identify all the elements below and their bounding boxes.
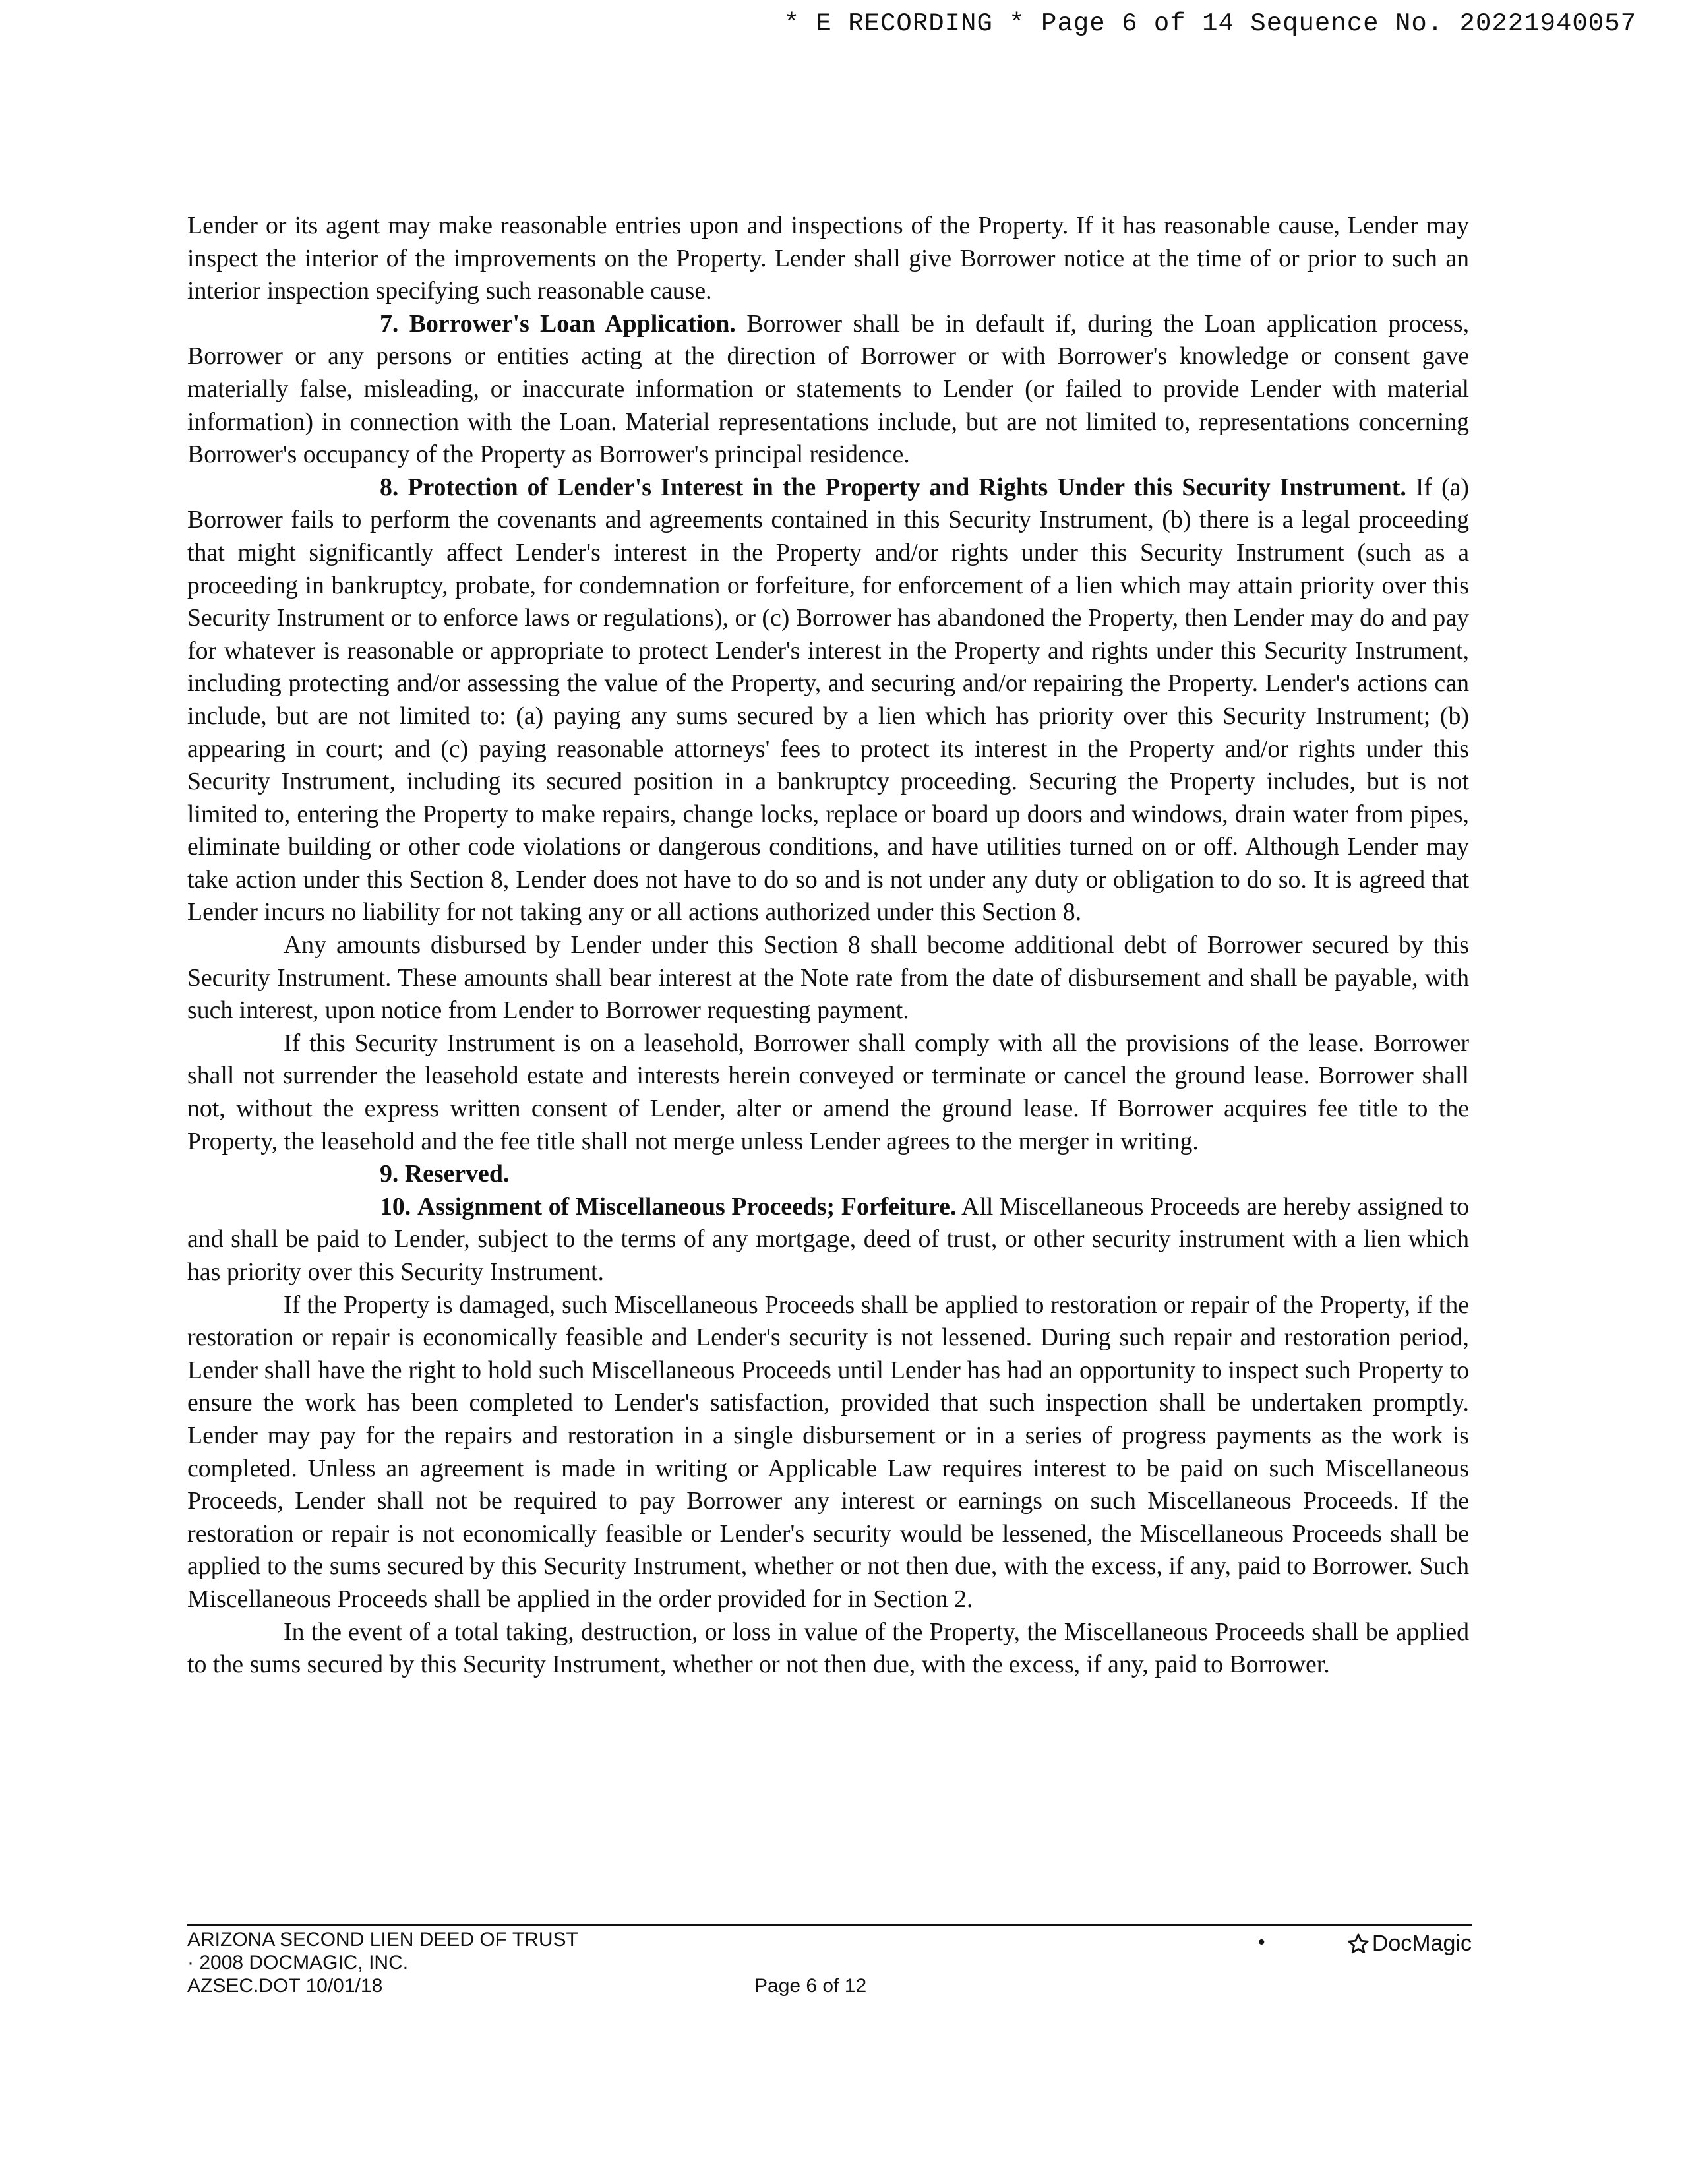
- section-8-title: Protection of Lender's Interest in the Property and Rights Under this Security Instrument.: [407, 473, 1406, 501]
- paragraph-section-10-total-taking: In the event of a total taking, destruction, or loss in value of the Property, the Miscellaneous Proceeds shall be applied to the sums secured by this Security Instrument, whether or not then due, with the excess, if any, paid to Borrower.: [187, 1618, 1469, 1679]
- footer-form-title: ARIZONA SECOND LIEN DEED OF TRUST: [187, 1929, 578, 1951]
- section-7-title: Borrower's Loan Application.: [409, 309, 736, 338]
- section-10-title: Assignment of Miscellaneous Proceeds; Forfeiture.: [417, 1192, 957, 1221]
- footer-form-code: AZSEC.DOT 10/01/18: [187, 1975, 383, 1997]
- section-10-text: All Miscellaneous Proceeds are hereby assigned to and shall be paid to Lender, subject to the terms of any mortgage, deed of trust, or other security instrument with a lien which has priority over this Security Instrument.: [187, 1192, 1469, 1286]
- document-body: [187, 210, 1469, 1682]
- section-8-number: 8.: [380, 473, 399, 501]
- section-7-text: Borrower shall be in default if, during the Loan application process, Borrower or any persons or entities acting at the direction of Borrower or with Borrower's knowledge or consent gave materially false, misleading, or inaccurate information or statements to Lender (or failed to provide Lender with material information) in connection with the Loan. Material representations include, but are not limited to, representations concerning Borrower's occupancy of the Property as Borrower's principal residence.: [187, 309, 1470, 469]
- paragraph-section-7: [187, 308, 1469, 471]
- paragraph-section-9: [187, 1158, 1469, 1191]
- footer-copyright: · 2008 DOCMAGIC, INC.: [187, 1952, 409, 1974]
- star-outline-icon: [1347, 1933, 1370, 1955]
- page-footer: [187, 1928, 1472, 2014]
- footer-brand: [1347, 1932, 1472, 1955]
- section-7-number: 7.: [380, 309, 399, 338]
- section-9-number: 9.: [380, 1160, 399, 1188]
- section-10-number: 10.: [380, 1192, 411, 1221]
- paragraph-section-10: [187, 1191, 1469, 1289]
- paragraph-section-8: [187, 471, 1469, 929]
- paragraph-section-8-leasehold: If this Security Instrument is on a leasehold, Borrower shall comply with all the provisions of the lease. Borrower shall not surrender the leasehold estate and interests herein conveyed or terminate or cancel the ground lease. Borrower shall not, without the express written consent of Lender, alter or amend the ground lease. If Borrower acquires fee title to the Property, the leasehold and the fee title shall not merge unless Lender agrees to the merger in writing.: [187, 1029, 1469, 1155]
- footer-brand-name: DocMagic: [1372, 1931, 1472, 1956]
- footer-page-number: Page 6 of 12: [754, 1975, 867, 1997]
- paragraph-section-10-damage: If the Property is damaged, such Miscellaneous Proceeds shall be applied to restoration or repair of the Property, if the restoration or repair is economically feasible and Lender's security is not lessened. During such repair and restoration period, Lender shall have the right to hold such Miscellaneous Proceeds until Lender has had an opportunity to inspect such Property to ensure the work has been completed to Lender's satisfaction, provided that such inspection shall be undertaken promptly. Lender may pay for the repairs and restoration in a single disbursement or in a series of progress payments as the work is completed. Unless an agreement is made in writing or Applicable Law requires interest to be paid on such Miscellaneous Proceeds, Lender shall not be required to pay Borrower any interest or earnings on such Miscellaneous Proceeds. If the restoration or repair is not economically feasible or Lender's security would be lessened, the Miscellaneous Proceeds shall be applied to the sums secured by this Security Instrument, whether or not then due, with the excess, if any, paid to Borrower. Such Miscellaneous Proceeds shall be applied in the order provided for in Section 2.: [187, 1290, 1469, 1613]
- paragraph-section-8-disbursements: Any amounts disbursed by Lender under this Section 8 shall become additional debt of Borrower secured by this Security Instrument. These amounts shall bear interest at the Note rate from the date of disbursement and shall be payable, with such interest, upon notice from Lender to Borrower requesting payment.: [187, 931, 1469, 1025]
- paragraph-section-6-continued: Lender or its agent may make reasonable entries upon and inspections of the Property. If it has reasonable cause, Lender may inspect the interior of the improvements on the Property. Lender shall give Borrower notice at the time of or prior to such an interior inspection specifying such reasonable cause.: [187, 212, 1469, 305]
- footer-bullet: •: [1258, 1931, 1265, 1953]
- recording-header: * E RECORDING * Page 6 of 14 Sequence No. 20221940057: [783, 9, 1637, 38]
- footer-form-info: [187, 1928, 578, 1997]
- section-8-text: If (a) Borrower fails to perform the covenants and agreements contained in this Security Instrument, (b) there is a legal proceeding that might significantly affect Lender's interest in the Property and/or rights under this Security Instrument (such as a proceeding in bankruptcy, probate, for condemnation or forfeiture, for enforcement of a lien which may attain priority over this Security Instrument or to enforce laws or regulations), or (c) Borrower has abandoned the Property, then Lender may do and pay for whatever is reasonable or appropriate to protect Lender's interest in the Property and rights under this Security Instrument, including protecting and/or assessing the value of the Property, and securing and/or repairing the Property. Lender's actions can include, but are not limited to: (a) paying any sums secured by a lien which has priority over this Security Instrument; (b) appearing in court; and (c) paying reasonable attorneys' fees to protect its interest in the Property and/or rights under this Security Instrument, including its secured position in a bankruptcy proceeding. Securing the Property includes, but is not limited to, entering the Property to make repairs, change locks, replace or board up doors and windows, drain water from pipes, eliminate building or other code violations or dangerous conditions, and have utilities turned on or off. Although Lender may take action under this Section 8, Lender does not have to do so and is not under any duty or obligation to do so. It is agreed that Lender incurs no liability for not taking any or all actions authorized under this Section 8.: [187, 473, 1469, 926]
- section-9-title: Reserved.: [404, 1160, 510, 1188]
- footer-divider: [187, 1924, 1472, 1926]
